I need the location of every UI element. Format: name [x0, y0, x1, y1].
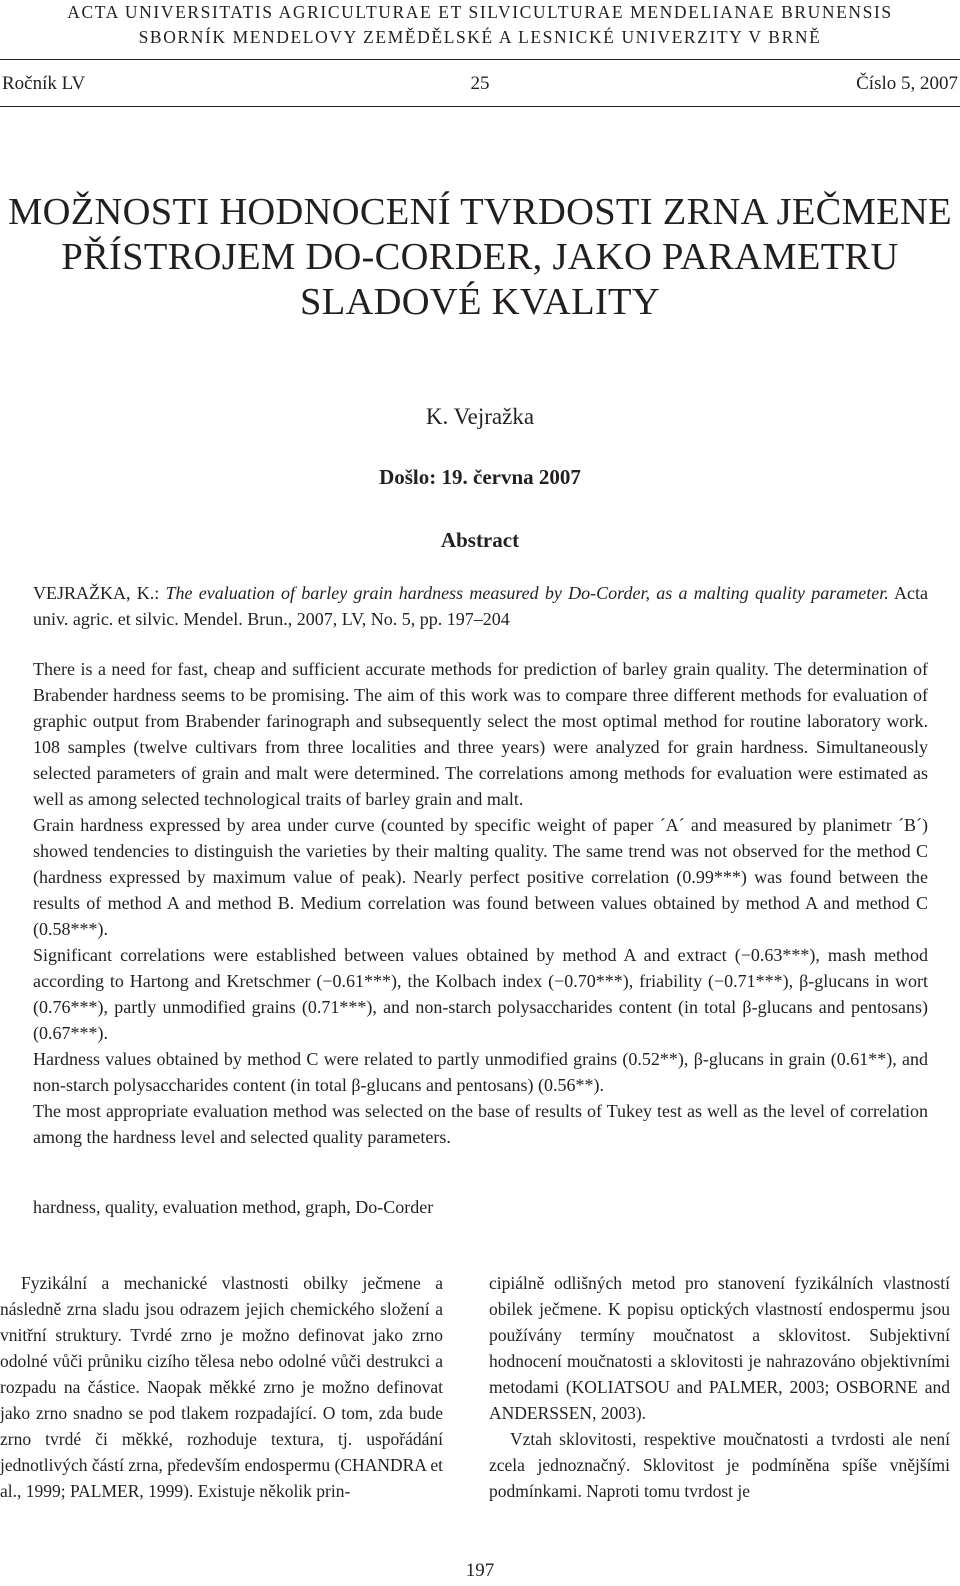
title-line: MOŽNOSTI HODNOCENÍ TVRDOSTI ZRNA JEČMENE — [8, 191, 952, 233]
citation-source: Acta univ. agric. et silvic. Mendel. Brun., 2007, LV, No. 5, pp. 197–204 — [33, 583, 928, 629]
citation — [33, 580, 928, 632]
article-title — [0, 190, 960, 325]
title-line: PŘÍSTROJEM DO-CORDER, JAKO PARAMETRU — [61, 236, 899, 278]
abstract-paragraph: Significant correlations were established between values obtained by method A and extract (−0.63***), mash method according to Hartong and Kretschmer (−0.61***), the Kolbach index (−0.70***), friability (−0.71***), β-glucans in wort (0.76***), partly unmodified grains (0.71***), and non-starch polysaccharides content (in total β-glucans and pentosans) (0.67***). — [33, 945, 928, 1043]
abstract-paragraph: There is a need for fast, cheap and sufficient accurate methods for prediction of barley grain quality. The determination of Brabender hardness seems to be promising. The aim of this work was to compare three different methods for evaluation of graphic output from Brabender farinograph and subsequently select the most optimal method for routine laboratory work. 108 samples (twelve cultivars from three localities and three years) were analyzed for grain hardness. Simultaneously selected parameters of grain and malt were determined. The correlations among methods for evaluation were estimated as well as among selected technological traits of barley grain and malt. — [33, 659, 928, 809]
abstract-paragraph: Grain hardness expressed by area under curve (counted by specific weight of paper ´A´ and measured by planimetr ´B´) showed tendencies to distinguish the varieties by their malting quality. The same trend was not observed for the method C (hardness expressed by maximum value of peak). Nearly perfect positive correlation (0.99***) was found between the results of method A and method B. Medium correlation was found between values obtained by method A and method C (0.58***). — [33, 815, 928, 939]
abstract-paragraph: The most appropriate evaluation method was selected on the base of results of Tukey test as well as the level of correlation among the hardness level and selected quality parameters. — [33, 1101, 928, 1147]
issue-label: Číslo 5, 2007 — [856, 73, 958, 94]
title-line: SLADOVÉ KVALITY — [300, 281, 660, 323]
abstract-body — [33, 656, 928, 1150]
citation-title: The evaluation of barley grain hardness measured by Do-Corder, as a malting quality parameter. — [165, 583, 889, 603]
issue-info-row — [0, 73, 960, 97]
header-rule-bottom — [0, 106, 960, 107]
volume-label: Ročník LV — [2, 73, 86, 94]
journal-name: ACTA UNIVERSITATIS AGRICULTURAE ET SILVICULTURAE MENDELIANAE BRUNENSIS — [67, 2, 893, 22]
citation-authors: VEJRAŽKA, K.: — [33, 583, 160, 603]
body-column-left — [0, 1270, 443, 1504]
received-date: Došlo: 19. června 2007 — [379, 465, 581, 489]
page-number: 197 — [465, 1560, 495, 1581]
body-paragraph: Vztah sklovitosti, respektive moučnatosti a tvrdosti ale není zcela jednoznačný. Sklovitost je podmíněna spíše vnějšími podmínkami. Naproti tomu tvrdost je — [489, 1429, 950, 1501]
body-paragraph: cipiálně odlišných metod pro stanovení fyzikálních vlastností obilek ječmene. K popisu optických vlastností endospermu jsou používány termíny moučnatost a sklovitost. Subjektivní hodnocení moučnatosti a sklovitosti je nahrazováno objektivními metodami (KOLIATSOU and PALMER, 2003; OSBORNE and ANDERSSEN, 2003). — [489, 1273, 950, 1423]
body-paragraph: Fyzikální a mechanické vlastnosti obilky ječmene a následně zrna sladu jsou odrazem jejich chemického složení a vnitřní struktury. Tvrdé zrno je možno definovat jako zrno odolné vůči průniku cizího tělesa nebo odolné vůči destrukci a rozpadu na částice. Naopak měkké zrno je možno definovat jako zrno snadno se pod tlakem rozpadající. O tom, zda bude zrno tvrdé či měkké, rozhoduje textura, tj. uspořádání jednotlivých částí zrna, především endospermu (CHANDRA et al., 1999; PALMER, 1999). Existuje několik prin- — [0, 1273, 443, 1501]
abstract-heading: Abstract — [440, 528, 520, 552]
body-column-right — [489, 1270, 950, 1504]
header-rule-top — [0, 59, 960, 60]
journal-name-czech: SBORNÍK MENDELOVY ZEMĚDĚLSKÉ A LESNICKÉ UNIVERZITY V BRNĚ — [138, 27, 822, 47]
author: K. Vejražka — [425, 404, 535, 429]
keywords: hardness, quality, evaluation method, graph, Do-Corder — [33, 1197, 434, 1217]
abstract-paragraph: Hardness values obtained by method C were related to partly unmodified grains (0.52**), β-glucans in grain (0.61**), and non-starch polysaccharides content (in total β-glucans and pentosans) (0.56**). — [33, 1049, 928, 1095]
article-number: 25 — [470, 73, 490, 94]
